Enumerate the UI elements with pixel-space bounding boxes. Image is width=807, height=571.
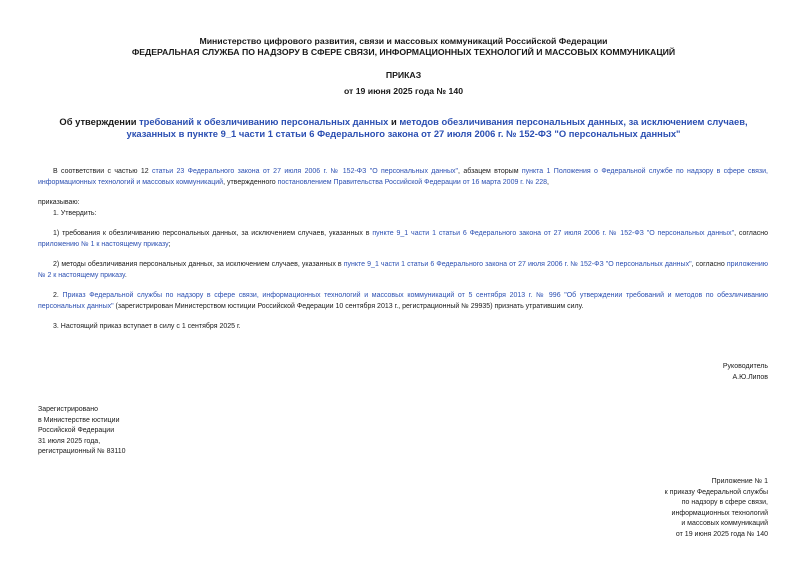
annex-line: по надзору в сфере связи, xyxy=(681,499,768,506)
subject-link-requirements[interactable]: требований к обезличиванию персональных данных xyxy=(139,116,389,127)
annex-line: Приложение № 1 xyxy=(711,478,768,485)
subject-mid: и xyxy=(388,116,400,127)
registration-line: регистрационный № 83110 xyxy=(38,448,126,455)
registration-line: Зарегистрировано xyxy=(38,406,98,413)
document-type: ПРИКАЗ xyxy=(385,70,422,80)
item-1-2-text-2: , согласно xyxy=(691,261,727,268)
preamble-text-3: , утвержденного xyxy=(223,179,278,186)
link-law-point-9-1-b[interactable]: пункте 9_1 части 1 статьи 6 Федерального закона от 27 июля 2006 г. № 152-ФЗ "О персональных данных" xyxy=(343,261,692,268)
preamble-text-4: , xyxy=(547,179,549,186)
annex-header xyxy=(665,477,768,540)
signature-name: А.Ю.Липов xyxy=(732,373,768,381)
item-2-text: (зарегистрирован Министерством юстиции Российской Федерации 10 сентября 2013 г., регистрационный № 29935) признать утратившим силу. xyxy=(113,303,584,310)
link-law-article-23[interactable]: статьи 23 Федерального закона от 27 июля 2006 г. № 152-ФЗ "О персональных данных" xyxy=(152,168,459,175)
item-1-heading: 1. Утвердить: xyxy=(53,210,97,217)
item-1-1-text-1: 1) требования к обезличиванию персональных данных, за исключением случаев, указанных в xyxy=(53,230,373,237)
signature-block xyxy=(723,362,768,383)
item-1-1-text-2: , согласно xyxy=(734,230,768,237)
link-annex-2[interactable]: приложению № 2 к настоящему приказу xyxy=(38,261,769,279)
item-1-2-paragraph xyxy=(38,259,768,281)
order-word: приказываю: xyxy=(38,199,80,206)
preamble-paragraph xyxy=(38,166,768,188)
subject-prefix: Об утверждении xyxy=(59,116,140,127)
item-1-2-text-1: 2) методы обезличивания персональных данных, за исключением случаев, указанных в xyxy=(53,261,344,268)
annex-line: от 19 июня 2025 года № 140 xyxy=(675,530,768,538)
link-law-point-9-1[interactable]: пункте 9_1 части 1 статьи 6 Федерального закона от 27 июля 2006 г. № 152-ФЗ "О персональных данных" xyxy=(372,230,735,237)
registration-line: Российской Федерации xyxy=(38,427,115,434)
preamble-text-2: , абзацем вторым xyxy=(458,168,522,175)
item-2-number: 2. xyxy=(53,292,63,299)
annex-line: информационных технологий xyxy=(671,509,768,517)
preamble-text-1: В соответствии с частью 12 xyxy=(53,168,152,175)
document-date-number: от 19 июня 2025 года № 140 xyxy=(343,86,464,96)
subject-link-methods[interactable]: методов обезличивания персональных данных, за исключением случаев, указанных в пункте 9_1 части 1 статьи 6 Федерального закона от 27 июля 2006 г. № 152-ФЗ "О персональных данных" xyxy=(126,116,748,139)
link-order-996[interactable]: Приказ Федеральной службы по надзору в сфере связи, информационных технологий и массовых коммуникаций от 5 сентября 2013 г. № 996 "Об утверждении требований и методов по обезличиванию персональных данных" xyxy=(38,292,768,310)
document-subject xyxy=(40,116,767,140)
annex-line: и массовых коммуникаций xyxy=(681,520,768,527)
registration-line: 31 июля 2025 года, xyxy=(38,437,101,445)
item-1-1-text-3: ; xyxy=(168,241,171,248)
annex-line: к приказу Федеральной службы xyxy=(664,488,768,496)
registration-line: в Министерстве юстиции xyxy=(38,416,120,424)
ministry-name: Министерство цифрового развития, связи и массовых коммуникаций Российской Федерации xyxy=(199,36,608,46)
service-name: ФЕДЕРАЛЬНАЯ СЛУЖБА ПО НАДЗОРУ В СФЕРЕ СВЯЗИ, ИНФОРМАЦИОННЫХ ТЕХНОЛОГИЙ И МАССОВЫХ КОММУНИКАЦИЙ xyxy=(131,47,676,57)
link-government-decree[interactable]: постановлением Правительства Российской Федерации от 16 марта 2009 г. № 228 xyxy=(277,179,548,186)
link-annex-1[interactable]: приложению № 1 к настоящему приказу xyxy=(38,241,169,248)
item-3-paragraph: 3. Настоящий приказ вступает в силу с 1 сентября 2025 г. xyxy=(53,323,241,330)
registration-block xyxy=(38,405,126,458)
item-2-paragraph xyxy=(38,290,768,312)
link-regulation-point-1[interactable]: пункта 1 Положения о Федеральной службе по надзору в сфере связи, информационных технологий и массовых коммуникаций xyxy=(38,168,768,186)
signature-title: Руководитель xyxy=(722,363,768,370)
item-1-1-paragraph xyxy=(38,228,768,250)
item-1-2-text-3: . xyxy=(124,272,127,279)
